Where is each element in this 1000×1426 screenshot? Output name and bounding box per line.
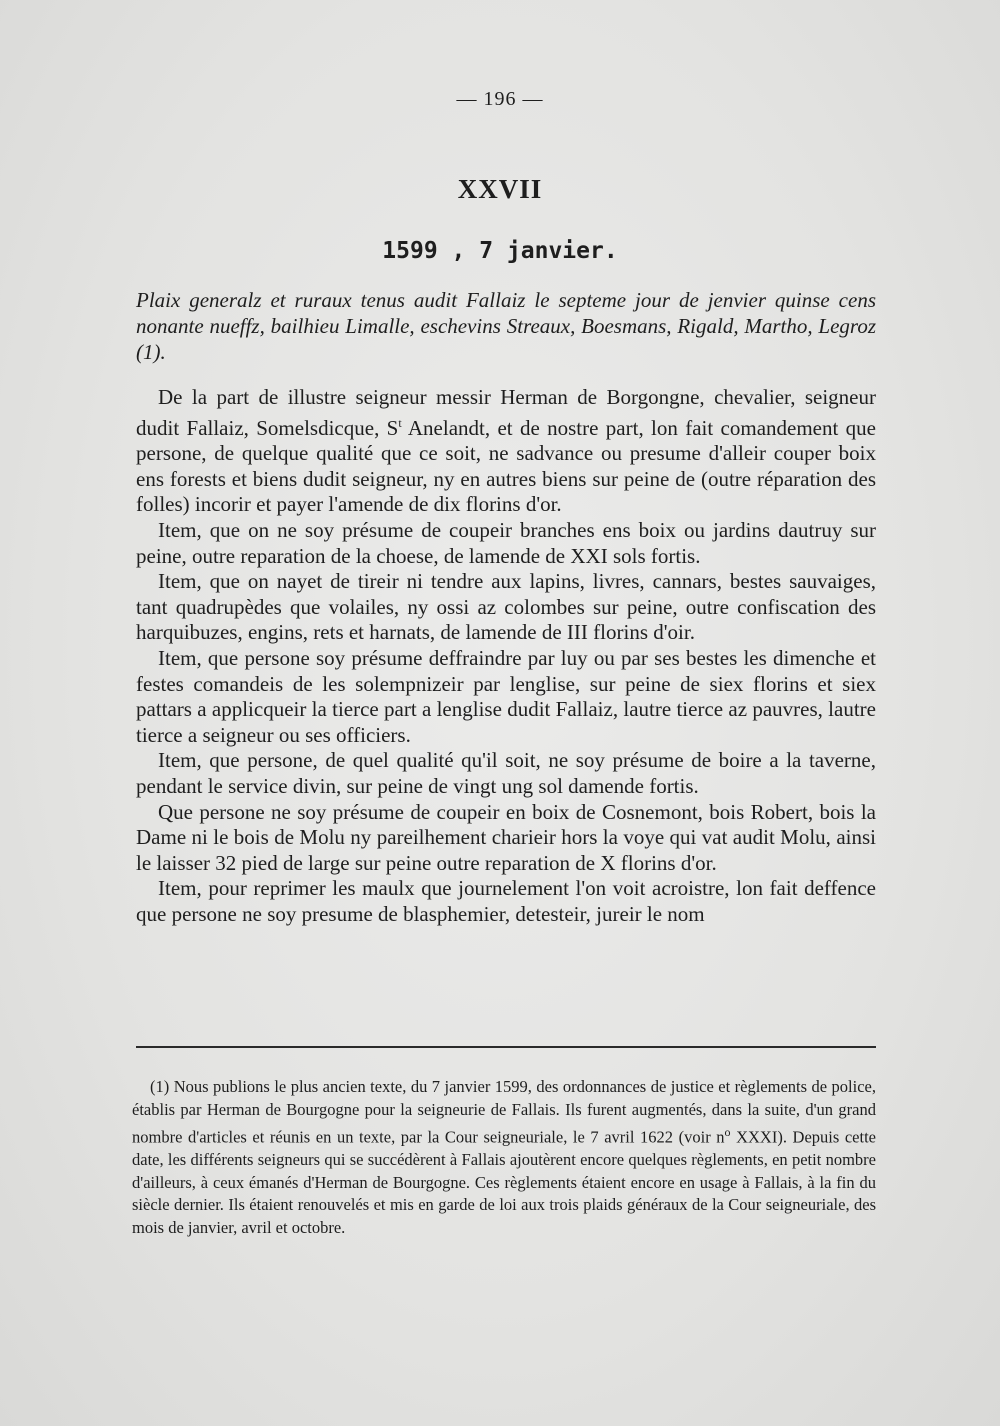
paragraph: Que persone ne soy présume de coupeir en boix de Cosnemont, bois Robert, bois la Dame ni le bois de Molu ny pareilhement charieir hors la voye qui vat audit Molu, ainsi le laisser 32 pied de large sur peine outre reparation de X florins d'or. — [136, 799, 876, 875]
footnote-text — [132, 1076, 876, 1239]
body-text — [136, 385, 876, 927]
summary-text: Plaix generalz et ruraux tenus audit Fallaiz le septeme jour de jenvier quinse cens nonante nueffz, bailhieu Limalle, eschevins Streaux, Boesmans, Rigald, Martho, Legroz (1). — [136, 288, 876, 364]
document-date: 1599 , 7 janvier. — [382, 238, 618, 264]
paragraph: Item, que on nayet de tireir ni tendre aux lapins, livres, cannars, bestes sauvaiges, tant quadrupèdes que volailes, ny ossi az colombes sur peine, outre confiscation des harquibuzes, engins, rets et harnats, de lamende de III florins d'oir. — [136, 569, 876, 645]
document-number: XXVII — [457, 174, 543, 204]
footnote-part: (1) Nous publions le plus ancien texte, du 7 janvier 1599, des ordonnances de justice et règlements de police, établis par Herman de Bourgogne pour la seigneurie de Fallais. Ils furent augmentés, dans la suite, d'un grand nombre d'articles et réunis en un texte, par la Cour seigneuriale, le 7 avril 1622 (voir n — [132, 1077, 876, 1147]
paragraph: Item, pour reprimer les maulx que journelement l'on voit acroistre, lon fait deffence que persone ne soy presume de blasphemier, detesteir, jureir le nom — [136, 876, 876, 926]
paragraph-text: De la part de illustre seigneur messir Herman de Borgongne, chevalier, seigneur dudit Fallaiz, Somelsdicque, S — [136, 385, 876, 440]
page-number: — 196 — — [456, 88, 544, 110]
paragraph — [136, 385, 876, 518]
paragraph-text: Anelandt, et de nostre part, lon fait comandement que persone, de quelque qualité que ce soit, ne sadvance ou presume d'alleir couper boix ens forests et biens dudit seigneur, ny en autres biens sur peine de (outre réparation des folles) incorir et payer l'amende de dix florins d'or. — [136, 415, 877, 517]
footnote-part: XXXI). Depuis cette date, les différents seigneurs qui se succédèrent à Fallais ajoutèrent encore quelques règlements, en petit nombre d'ailleurs, à ceux émanés d'Herman de Bourgogne. Ces règlements étaient encore en usage à Fallais, à la fin du siècle dernier. Ils étaient renouvelés et mis en garde de loi aux trois plaids généraux de la Cour seigneuriale, des mois de janvier, avril et octobre. — [132, 1127, 876, 1237]
document-summary — [136, 287, 876, 365]
paragraph: Item, que persone soy présume deffraindre par luy ou par ses bestes les dimenche et festes comandeis de les solempnizeir par lenglise, sur peine de siex florins et siex pattars a applicqueir la tierce part a lenglise dudit Fallaiz, lautre tierce az pauvres, lautre tierce a seigneur ou ses officiers. — [136, 645, 876, 747]
footnote-divider — [136, 1046, 876, 1048]
footnote — [132, 1076, 876, 1239]
paragraph: Item, que persone, de quel qualité qu'il soit, ne soy présume de boire a la taverne, pendant le service divin, sur peine de vingt ung sol damende fortis. — [136, 748, 876, 798]
paragraph: Item, que on ne soy présume de coupeir branches ens boix ou jardins dautruy sur peine, outre reparation de la choese, de lamende de XXI sols fortis. — [136, 517, 876, 568]
superscript: o — [724, 1125, 731, 1139]
superscript: t — [398, 415, 402, 430]
